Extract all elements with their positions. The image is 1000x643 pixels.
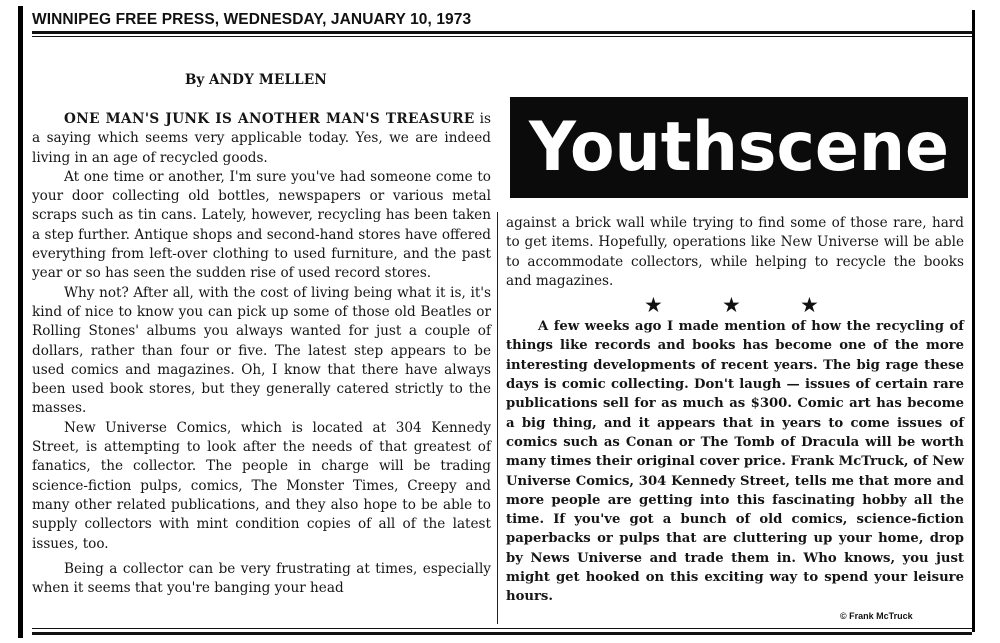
bottom-rule-thin [32,628,972,629]
lead-text: is a saying which seems very applicable today. Yes, we are indeed living in an age of recycled goods. [32,111,491,166]
masthead-rule-thin [32,36,972,37]
youthscene-logo [510,97,968,198]
bottom-rule [32,632,972,635]
photo-credit: © Frank McTruck [840,611,913,621]
column-right [506,214,964,607]
paragraph-bold: A few weeks ago I made mention of how the recycling of things like records and books has become one of the more interesting developments of recent years. The big rage these days is comic collecting. Don't laugh — issues of certain rare publications sell for as much as $300. Comic art has become a big thing, and it appears that in years to come issues of comics such as Conan or The Tomb of Dracula will be worth many times their original cover price. Frank McTruck, of New Universe Comics, 304 Kennedy Street, tells me that more and more people are getting into this fascinating hobby all the time. If you've got a bunch of old comics, science-fiction paperbacks or pulps that are cluttering up your home, drop by News Universe and trade them in. Who knows, you just might get hooked on this exciting way to spend your leisure hours. [506,319,964,605]
masthead-rule [32,31,972,34]
paragraph: Being a collector can be very frustrating at times, especially when it seems that you're banging your head [32,560,491,597]
youthscene-logo-art [519,108,959,188]
masthead: WINNIPEG FREE PRESS, WEDNESDAY, JANUARY 10, 1973 [32,11,472,28]
right-border-bar [972,10,975,632]
byline [185,72,327,88]
section-break-stars [506,293,964,317]
byline-author: ANDY MELLEN [208,72,327,88]
star-icon: ★ [722,293,741,318]
paragraph: against a brick wall while trying to find some of those rare, hard to get items. Hopefully, operations like New Universe will be able to accommodate collectors, while helping to recycle the books and magazines. [506,215,964,289]
star-icon: ★ [800,293,819,318]
byline-prefix: By [185,72,205,88]
column-divider [497,212,498,624]
lead-paragraph [32,110,491,168]
paragraph: At one time or another, I'm sure you've had someone come to your door collecting old bottles, newspapers or various metal scraps such as tin cans. Lately, however, recycling has been taken a step further. Antique shops and second-hand stores have offered everything from left-over clothing to used furniture, and the past year or so has seen the sudden rise of used record stores. [32,168,491,282]
column-left [32,110,491,598]
left-border-bar [18,6,23,638]
paragraph: New Universe Comics, which is located at 304 Kennedy Street, is attempting to look after the needs of that greatest of fanatics, the collector. The people in charge will be trading science-fiction pulps, comics, The Monster Times, Creepy and many other related publications, and they also hope to be able to supply collectors with mint condition copies of all of the latest issues, too. [32,419,491,552]
paragraph: Why not? After all, with the cost of living being what it is, it's kind of nice to know you can pick up some of those old Beatles or Rolling Stones' albums you always wanted for just a couple of dollars, rather than four or five. The latest step appears to be used comics and magazines. Oh, I know that there have always been used book stores, but they generally catered strictly to the masses. [32,284,491,417]
lead-headline: ONE MAN'S JUNK IS ANOTHER MAN'S TREASURE [64,111,475,127]
star-icon: ★ [644,293,663,318]
logo-text: Youthscene [528,107,949,187]
